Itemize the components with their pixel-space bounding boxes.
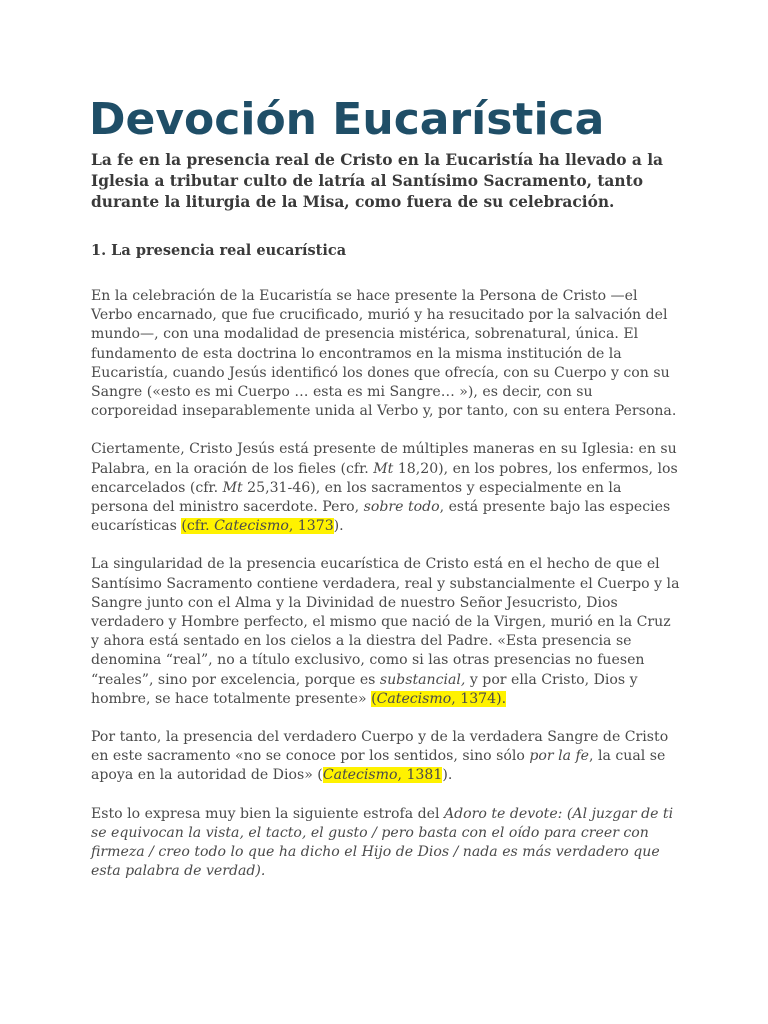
lead-paragraph: La fe en la presencia real de Cristo en la Eucaristía ha llevado a la Iglesia a tributar culto de latría al Santísimo Sacramento, tanto durante la liturgia de la Misa, como fuera de su celebración. (91, 151, 664, 211)
p4-text-c: ). (442, 767, 453, 784)
p2-citation-highlight (181, 518, 333, 534)
page-title: Devoción Eucarística (89, 94, 605, 145)
p2-mt-ref-2: Mt (222, 479, 243, 496)
paragraph-2 (91, 440, 682, 536)
p2-mt-ref-1: Mt (373, 460, 394, 477)
p5-text-a: Esto lo expresa muy bien la siguiente estrofa del (91, 805, 444, 822)
p4-text-b: , la cual se apoya en la autoridad de Dios» ( (91, 748, 666, 784)
paragraph-5 (91, 805, 682, 882)
p2-text-a: Ciertamente, Cristo Jesús está presente de múltiples maneras en su Iglesia: en su Palabra, en la oración de los fieles (cfr. (91, 441, 677, 477)
p2-text-c: 25,31-46), en los sacramentos y especialmente en la persona del ministro sacerdote. Pero, (91, 479, 622, 516)
p4-emphasis: por la fe (529, 748, 590, 765)
p4-citation-title: Catecismo (322, 767, 398, 784)
p3-text-b: y por ella Cristo, Dios y hombre, se hace totalmente presente» (91, 671, 638, 707)
paragraph-3 (91, 555, 682, 709)
p5-hymn-quote: Adoro te devote: (Al juzgar de ti se equivocan la vista, el tacto, el gusto / pero basta con el oído para creer con firmeza / creo todo lo que ha dicho el Hijo de Dios / nada es más verdadero que esta palabra de verdad). (91, 805, 674, 880)
section-heading: 1. La presencia real eucarística (91, 242, 347, 259)
p3-citation-title: Catecismo (376, 690, 452, 707)
p3-citation-open: ( (371, 690, 377, 707)
p2-citation-title: Catecismo (214, 518, 289, 535)
p4-text-a: Por tanto, la presencia del verdadero Cuerpo y de la verdadera Sangre de Cristo en este sacramento «no se conoce por los sentidos, sino sólo (91, 729, 669, 765)
p4-citation-highlight (323, 767, 443, 783)
p3-emphasis: substancial, (379, 671, 466, 688)
p2-text-b: 18,20), en los pobres, los enfermos, los encarcelados (cfr. (91, 460, 678, 496)
p3-text-a: La singularidad de la presencia eucarística de Cristo está en el hecho de que el Santísimo Sacramento contiene verdadera, real y substancialmente el Cuerpo y la Sangre junto con el Alma y la Divinidad de nuestro Señor Jesucristo, Dios verdadero y Hombre perfecto, el mismo que nació de la Virgen, murió en la Cruz y ahora está sentado en los cielos a la diestra del Padre. «Esta presencia se denomina “real”, no a título exclusivo, como si las otras presencias no fuesen “reales”, sino por excelencia, porque es (91, 556, 680, 688)
paragraph-4 (91, 728, 682, 786)
p2-citation-number: , 1373 (288, 518, 334, 535)
p2-emphasis: sobre todo (363, 499, 440, 516)
p2-text-d: , está presente bajo las especies eucarísticas (91, 499, 671, 535)
paragraph-1: En la celebración de la Eucaristía se hace presente la Persona de Cristo —el Verbo encarnado, que fue crucificado, murió y ha resucitado por la salvación del mundo—, con una modalidad de presencia mistérica, sobrenatural, única. El fundamento de esta doctrina lo encontramos en la misma institución de la Eucaristía, cuando Jesús identificó los dones que ofrecía, con su Cuerpo y con su Sangre («esto es mi Cuerpo … esta es mi Sangre… »), es decir, con su corporeidad inseparablemente unida al Verbo y, por tanto, con su entera Persona. (91, 288, 677, 420)
p2-citation-open: (cfr. (181, 518, 215, 535)
p4-citation-number: , 1381 (397, 767, 443, 784)
p3-citation-number: , 1374). (451, 690, 507, 707)
p2-text-e: ). (333, 518, 344, 535)
p3-citation-highlight (371, 691, 506, 707)
